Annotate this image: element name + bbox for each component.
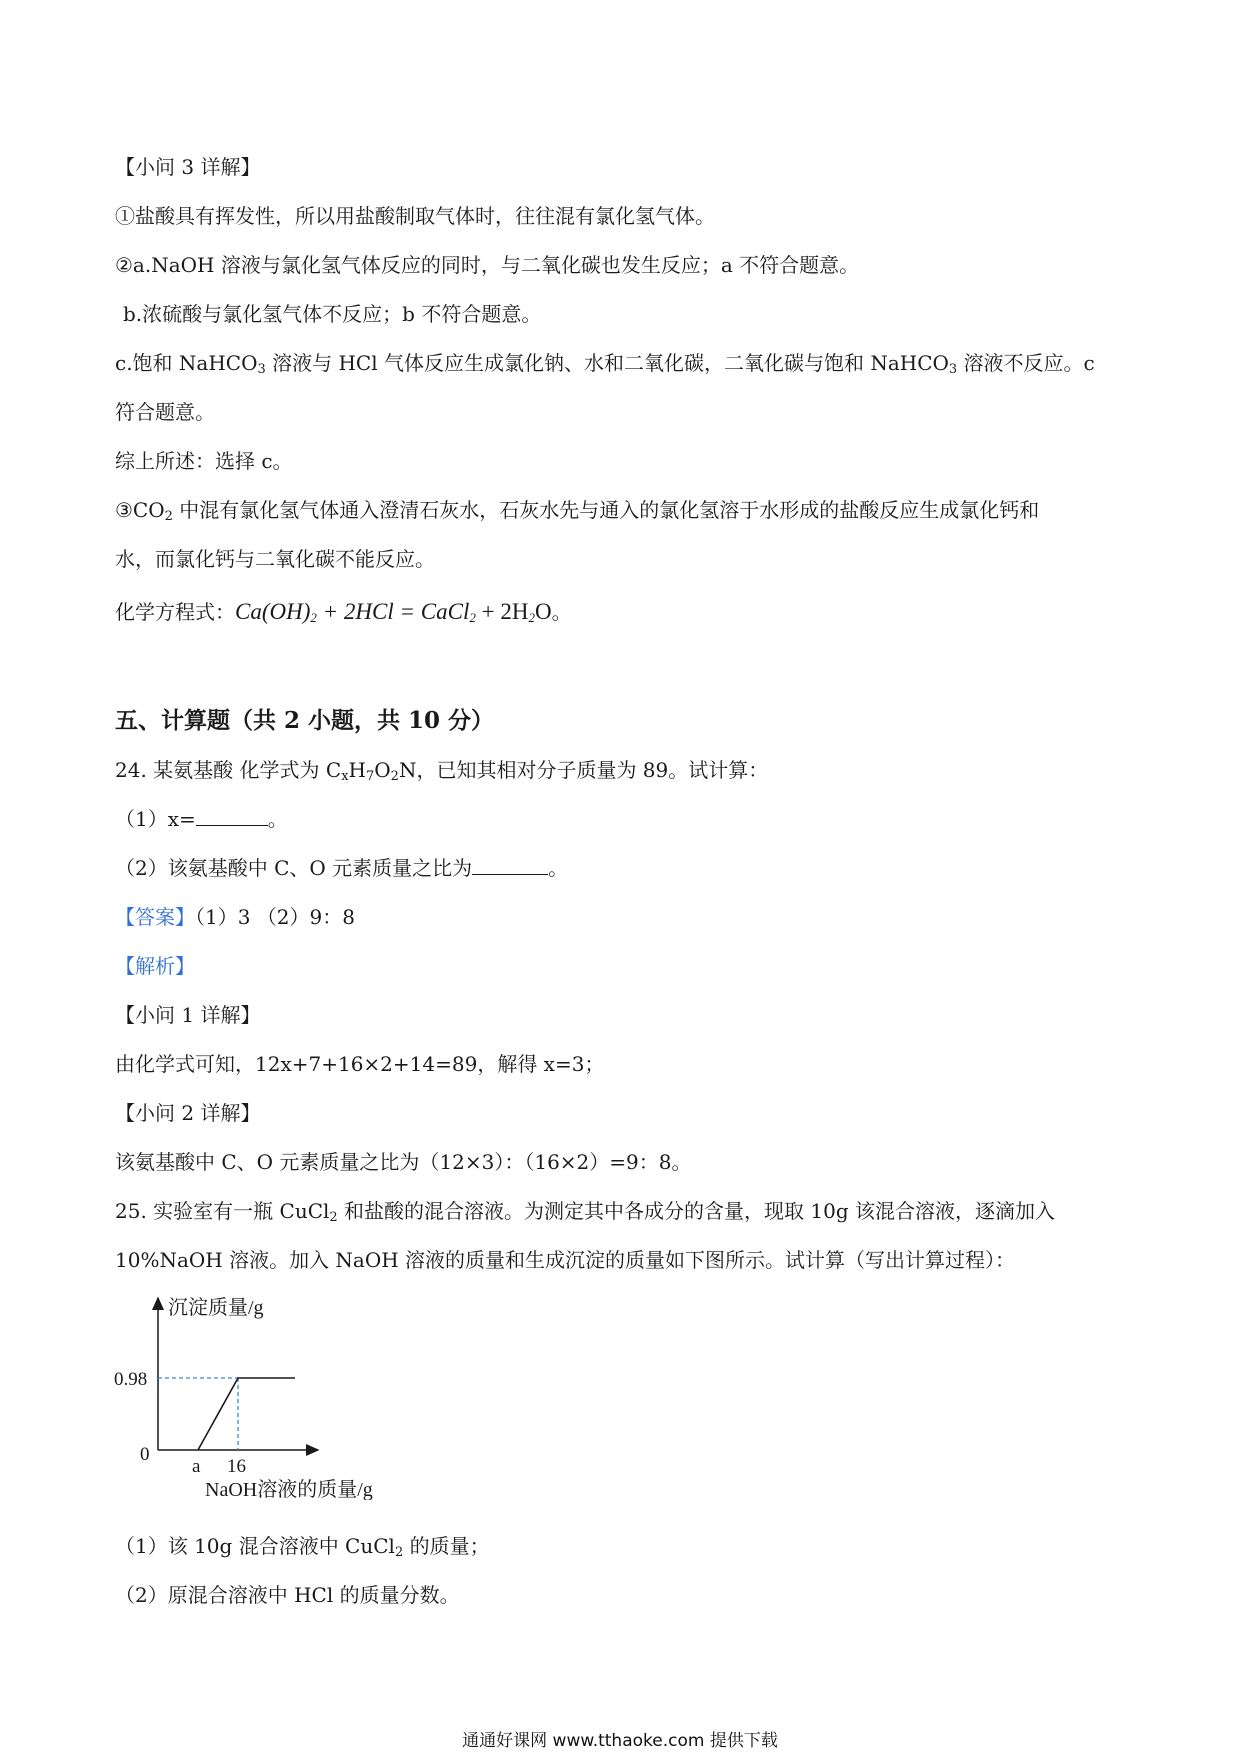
q24-sub2-title: 【小问 2 详解】 [115,1101,261,1125]
q24-sub1-title: 【小问 1 详解】 [115,1003,261,1027]
q25-stem-2: 10%NaOH 溶液。加入 NaOH 溶液的质量和生成沉淀的质量如下图所示。试计算（写出计算过程）： [115,1248,1016,1272]
s3-line-2: ②a.NaOH 溶液与氯化氢气体反应的同时，与二氧化碳也发生反应；a 不符合题意。 [115,253,860,277]
y-tick-0: 0 [140,1444,150,1465]
q24-analysis-tag: 【解析】 [115,954,195,978]
s3-line-3: b.浓硫酸与氯化氢气体不反应；b 不符合题意。 [123,302,542,326]
q25-part-1: （1）该 10g 混合溶液中 CuCl$_2$ 的质量； [115,1534,490,1560]
q24-answer: 【答案】（1）3 （2）9：8 [115,905,355,929]
y-axis-label: 沉淀质量/g [168,1297,264,1319]
x-tick-a: a [192,1456,201,1477]
s3-line-5: 符合题意。 [115,400,215,424]
q24-sub2-text: 该氨基酸中 C、O 元素质量之比为（12×3）：（16×2）=9：8。 [115,1150,692,1174]
s3-line-4: c.饱和 NaHCO$_3$ 溶液与 HCl 气体反应生成氯化钠、水和二氧化碳，二氧化碳与饱和 NaHCO$_3$ 溶液不反应。c [115,351,1095,377]
y-tick-098: 0.98 [114,1369,148,1390]
q25-stem-1: 25. 实验室有一瓶 CuCl$_2$ 和盐酸的混合溶液。为测定其中各成分的含量，现取 10g 该混合溶液，逐滴加入 [115,1199,1056,1225]
section-heading: 五、计算题（共 2 小题，共 10 分） [115,707,495,734]
s3-line-8: 水，而氯化钙与二氧化碳不能反应。 [115,547,435,571]
q24-stem: 24. 某氨基酸 化学式为 $C_xH_7O_2N$，已知其相对分子质量为 89。试计算： [115,758,769,784]
chemical-equation: 化学方程式：$Ca(OH)_2 + 2HCl$ = CaCl$_2$ + $2H_2O$。 [115,599,572,625]
series-line [198,1378,295,1450]
q25-part-2: （2）原混合溶液中 HCl 的质量分数。 [115,1583,460,1607]
x-axis-label: NaOH溶液的质量/g [205,1479,373,1500]
x-tick-16: 16 [227,1456,246,1477]
answer-blank [472,856,548,875]
q24-sub1-text: 由化学式可知，12x+7+16×2+14=89，解得 x=3； [115,1052,605,1076]
answer-blank [196,807,268,826]
s3-line-7: $③CO_2$ 中混有氯化氢气体通入澄清石灰水，石灰水先与通入的氯化氢溶于水形成的盐酸反应生成氯化钙和 [115,498,1040,524]
subquestion-3-title: 【小问 3 详解】 [115,155,261,179]
q24-part-2: （2）该氨基酸中 C、O 元素质量之比为 。 [115,856,569,880]
q24-part-1: （1）x= 。 [115,807,288,831]
precipitate-chart [100,1290,430,1500]
page-footer: 通通好课网 www.tthaoke.com 提供下载 [462,1731,778,1751]
s3-line-6: 综上所述：选择 c。 [115,449,293,473]
s3-line-1: ①盐酸具有挥发性，所以用盐酸制取气体时，往往混有氯化氢气体。 [115,204,715,228]
